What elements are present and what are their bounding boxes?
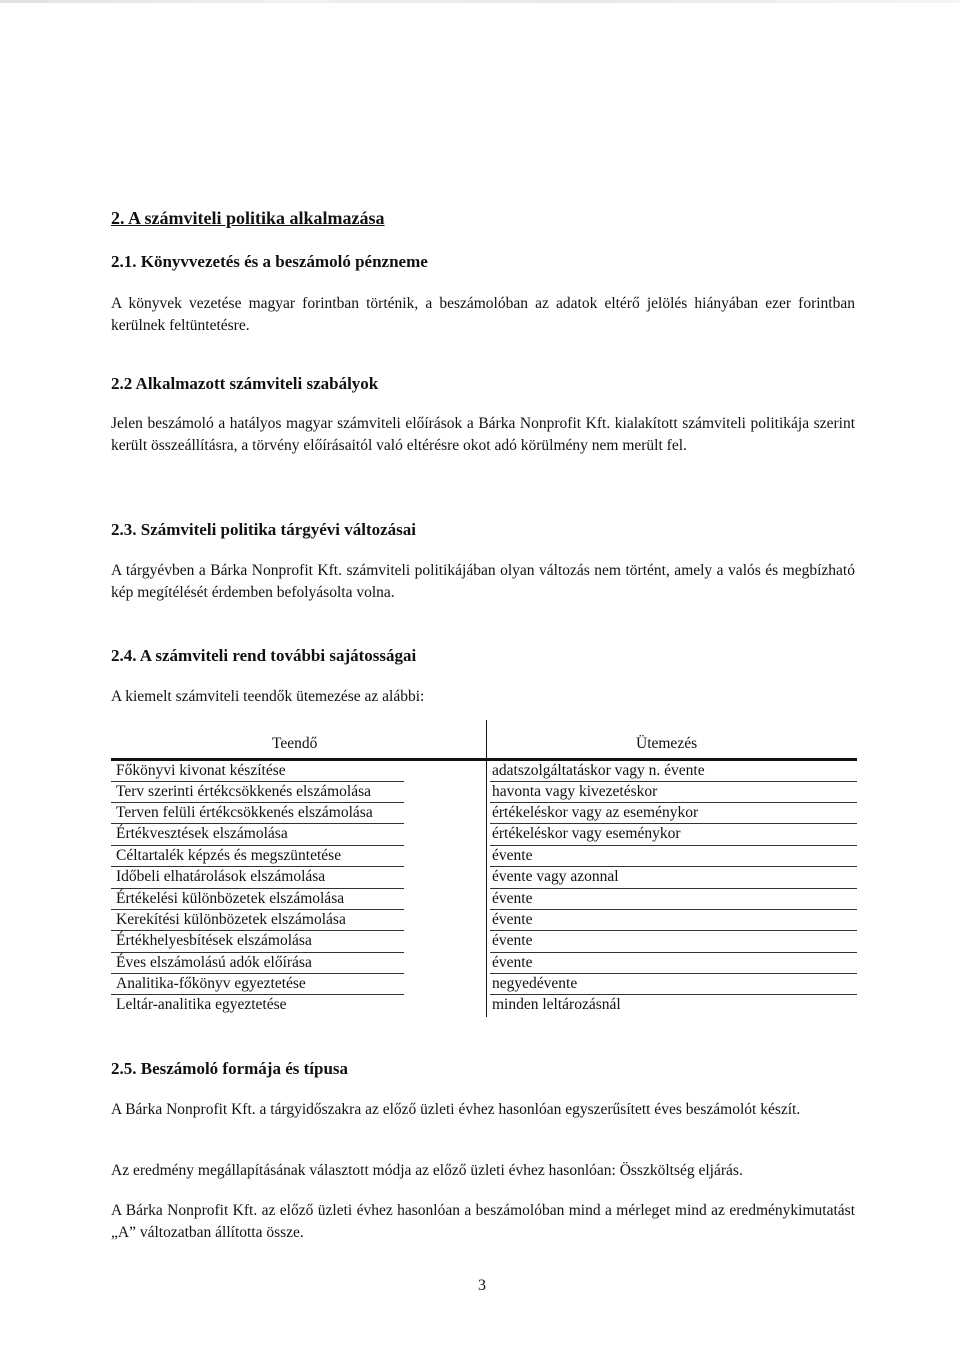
heading-2-2: 2.2 Alkalmazott számviteli szabályok <box>111 374 379 393</box>
heading-2-4: 2.4. A számviteli rend további sajátosságai <box>111 646 417 665</box>
table-cell-task: Értékelési különbözetek elszámolása <box>116 890 345 907</box>
table-cell-schedule: évente <box>492 890 533 907</box>
table-header-task: Teendő <box>272 735 318 752</box>
table-cell-schedule: évente <box>492 911 533 928</box>
table-cell-task: Terven felüli értékcsökkenés elszámolása <box>116 804 373 821</box>
row-divider <box>490 909 857 910</box>
table-cell-task: Leltár-analitika egyeztetése <box>116 996 287 1013</box>
heading-2-1: 2.1. Könyvvezetés és a beszámoló pénzneme <box>111 252 428 271</box>
table-cell-schedule: évente <box>492 932 533 949</box>
row-divider <box>490 952 857 953</box>
table-header-schedule: Ütemezés <box>636 735 698 752</box>
row-divider <box>490 930 857 931</box>
table-cell-task: Főkönyvi kivonat készítése <box>116 762 286 779</box>
table-cell-task: Időbeli elhatárolások elszámolása <box>116 868 326 885</box>
paragraph-2-3: A tárgyévben a Bárka Nonprofit Kft. számviteli politikájában olyan változás nem történt, amely a valós és megbízható kép megítélését érdemben befolyásolta volna. <box>111 562 855 601</box>
table-cell-schedule: értékeléskor vagy az eseménykor <box>492 804 699 821</box>
section-title: 2. A számviteli politika alkalmazása <box>111 208 385 228</box>
table-cell-schedule: értékeléskor vagy eseménykor <box>492 825 681 842</box>
paragraph-2-4: A kiemelt számviteli teendők ütemezése az alábbi: <box>111 688 425 705</box>
table-cell-schedule: évente vagy azonnal <box>492 868 619 885</box>
heading-2-3: 2.3. Számviteli politika tárgyévi változásai <box>111 520 417 539</box>
table-cell-task: Céltartalék képzés és megszüntetése <box>116 847 342 864</box>
row-divider <box>490 845 857 846</box>
paragraph-2-5-3: A Bárka Nonprofit Kft. az előző üzleti évhez hasonlóan a beszámolóban mind a mérleget mind az eredménykimutatást „A” változatban állította össze. <box>111 1202 855 1241</box>
table-cell-task: Kerekítési különbözetek elszámolása <box>116 911 346 928</box>
scan-artifact <box>0 0 960 3</box>
paragraph-2-2: Jelen beszámoló a hatályos magyar számviteli előírások a Bárka Nonprofit Kft. kialakított számviteli politikája szerint került összeállításra, a törvény előírásaitól való eltérésre okot adó körülmény nem merült fel. <box>111 415 855 454</box>
table-cell-task: Értékhelyesbítések elszámolása <box>116 932 312 949</box>
table-cell-task: Analitika-főkönyv egyeztetése <box>116 975 306 992</box>
table-column-divider <box>486 720 487 1017</box>
table-cell-task: Terv szerinti értékcsökkenés elszámolása <box>116 783 371 800</box>
table-cell-schedule: negyedévente <box>492 975 578 992</box>
paragraph-2-1: A könyvek vezetése magyar forintban történik, a beszámolóban az adatok eltérő jelölés hiányában ezer forintban kerülnek feltüntetésre. <box>111 295 855 334</box>
table-cell-task: Értékvesztések elszámolása <box>116 825 288 842</box>
table-cell-schedule: évente <box>492 847 533 864</box>
table-cell-schedule: adatszolgáltatáskor vagy n. évente <box>492 762 705 779</box>
page-number: 3 <box>478 1277 486 1294</box>
row-divider <box>490 888 857 889</box>
table-cell-task: Éves elszámolású adók előírása <box>116 954 312 971</box>
table-cell-schedule: évente <box>492 954 533 971</box>
heading-2-5: 2.5. Beszámoló formája és típusa <box>111 1059 349 1078</box>
table-cell-schedule: havonta vagy kivezetéskor <box>492 783 658 800</box>
paragraph-2-5-2: Az eredmény megállapításának választott módja az előző üzleti évhez hasonlóan: Összköltség eljárás. <box>111 1162 743 1179</box>
paragraph-2-5-1: A Bárka Nonprofit Kft. a tárgyidőszakra az előző üzleti évhez hasonlóan egyszerűsített éves beszámolót készít. <box>111 1101 801 1118</box>
table-cell-schedule: minden leltározásnál <box>492 996 621 1013</box>
